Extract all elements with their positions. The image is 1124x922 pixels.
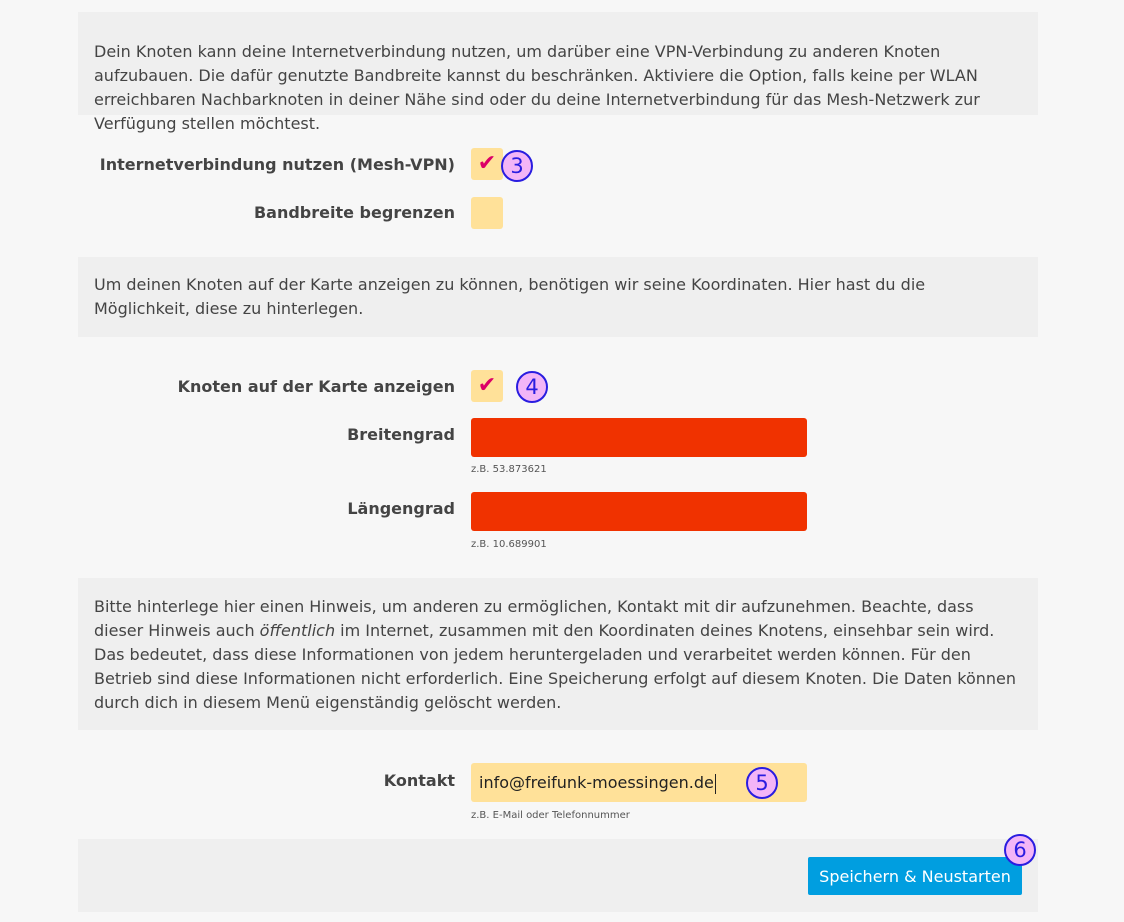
use-internet-checkbox[interactable] — [471, 148, 503, 180]
checkmark-icon: ✔ — [477, 373, 497, 398]
contact-description-panel — [78, 578, 1038, 730]
text-caret — [715, 774, 716, 794]
show-on-map-checkbox[interactable] — [471, 370, 503, 402]
location-description: Um deinen Knoten auf der Karte anzeigen zu können, benötigen wir seine Koordinaten. Hier hast du die Möglichkeit, diese zu hinterlegen. — [94, 275, 926, 318]
save-restart-button[interactable]: Speichern & Neustarten — [808, 857, 1022, 895]
show-on-map-label: Knoten auf der Karte anzeigen — [177, 377, 455, 396]
contact-input-value: info@freifunk-moessingen.de — [479, 773, 714, 792]
latitude-hint: z.B. 53.873621 — [471, 464, 547, 475]
contact-description: Bitte hinterlege hier einen Hinweis, um anderen zu ermöglichen, Kontakt mit dir aufzunehmen. Beachte, dass dieser Hinweis auch öffentlich im Internet, zusammen mit den Koordinaten deines Knotens, einsehbar sein wird. Das bedeutet, dass diese Informationen von jedem heruntergeladen und verarbeitet werden können. Für den Betrieb sind diese Informationen nicht erforderlich. Eine Speicherung erfolgt auf diesem Knoten. Die Daten können durch dich in diesem Menü eigenständig gelöscht werden. — [94, 597, 1017, 712]
latitude-label: Breitengrad — [347, 425, 455, 444]
longitude-hint: z.B. 10.689901 — [471, 539, 547, 550]
mesh-vpn-description-panel — [78, 12, 1038, 133]
mesh-vpn-description: Dein Knoten kann deine Internetverbindung nutzen, um darüber eine VPN-Verbindung zu anderen Knoten aufzubauen. Die dafür genutzte Bandbreite kannst du beschränken. Aktiviere die Option, falls keine per WLAN erreichbaren Nachbarknoten in deiner Nähe sind oder du deine Internetverbindung für das Mesh-Netzwerk zur Verfügung stellen möchtest. — [94, 42, 980, 133]
limit-bandwidth-label: Bandbreite begrenzen — [253, 203, 455, 222]
public-emphasis: öffentlich — [259, 621, 336, 640]
annotation-step-5: 5 — [746, 767, 778, 799]
longitude-label: Längengrad — [347, 499, 455, 518]
longitude-input[interactable] — [471, 492, 807, 531]
annotation-step-3: 3 — [501, 150, 533, 182]
contact-hint: z.B. E-Mail oder Telefonnummer — [471, 810, 630, 821]
contact-label: Kontakt — [383, 771, 455, 790]
use-internet-label: Internetverbindung nutzen (Mesh-VPN) — [99, 155, 455, 174]
latitude-input[interactable] — [471, 418, 807, 457]
checkmark-icon: ✔ — [477, 151, 497, 176]
location-description-panel — [78, 257, 1038, 337]
annotation-step-4: 4 — [516, 371, 548, 403]
annotation-step-6: 6 — [1004, 834, 1036, 866]
limit-bandwidth-checkbox[interactable] — [471, 197, 503, 229]
